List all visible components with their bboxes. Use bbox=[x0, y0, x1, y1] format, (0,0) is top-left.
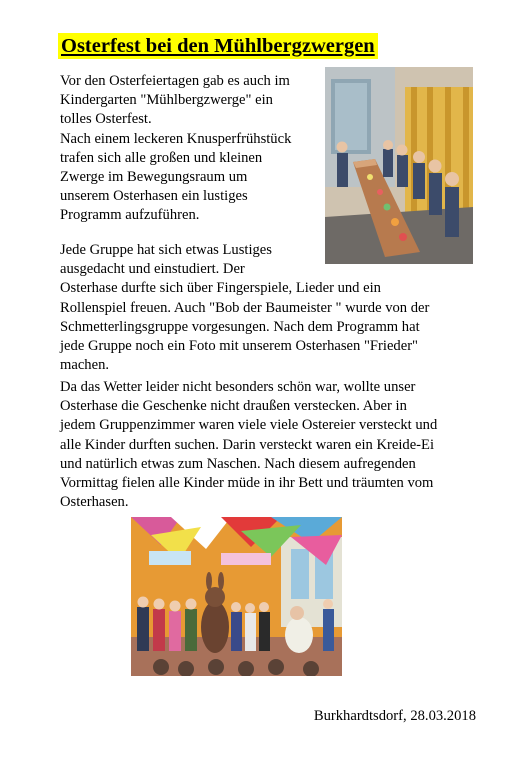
paragraph-program: Jede Gruppe hat sich etwas Lustiges ausgedacht und einstudiert. Der Osterhase durfte sich über Fingerspiele, Lieder und ein Rollenspiel freuen. Auch "Bob der Baumeister " wurde von der Schmetterlingsgruppe vorgesungen. Nach dem Programm hat jede Gruppe noch ein Foto mit unserem Osterhasen "Frieder" machen. bbox=[60, 242, 430, 374]
page-title: Osterfest bei den Mühlbergzwergen bbox=[58, 33, 378, 59]
photo-group-with-easter-bunny bbox=[131, 517, 342, 676]
dateline: Burkhardtsdorf, 28.03.2018 bbox=[313, 708, 476, 724]
paragraph-egg-hunt: Da das Wetter leider nicht besonders schön war, wollte unser Osterhase die Geschenke nicht draußen verstecken. Aber in jedem Gruppenzimmer waren viele viele Ostereier versteckt und alle Kinder durften suchen. Darin versteckt waren ein Kreide-Ei und natürlich etwas zum Naschen. Nach diesem aufregenden Vormittag fielen alle Kinder müde in ihr Bett und träumten vom Osterhasen. bbox=[60, 379, 438, 511]
photo-children-at-table bbox=[325, 67, 473, 264]
paragraph-intro: Vor den Osterfeiertagen gab es auch im Kindergarten "Mühlbergzwerge" ein tolles Osterfest. Nach einem leckeren Knusperfrühstück trafen sich alle großen und kleinen Zwerge im Bewegungsraum um unserem Osterhasen ein lustiges Programm aufzuführen. bbox=[60, 73, 292, 224]
